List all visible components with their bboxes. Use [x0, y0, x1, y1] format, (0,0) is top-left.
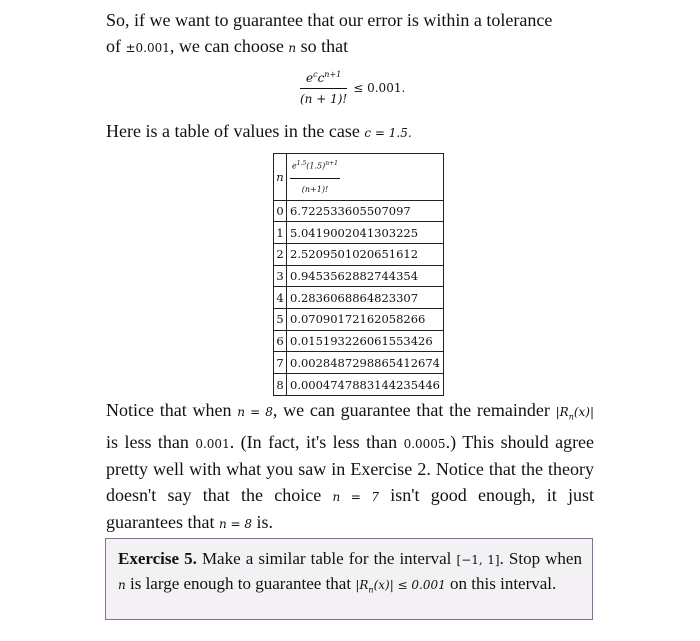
table-row: [274, 244, 444, 266]
table-row: [274, 222, 444, 244]
intro-text: So, if we want to guarantee that our error is within a tolerance: [106, 10, 553, 30]
table-row: [274, 265, 444, 287]
exercise-text: Exercise 5. Make a similar table for the interval [−1, 1]. Stop when n is large enough to guarantee that $|R_n(x)| \le 0.001$ on this interval.: [118, 549, 582, 595]
row-n: 4: [274, 287, 287, 309]
intro-so-that: so that: [300, 35, 349, 56]
row-n: 2: [274, 244, 287, 266]
row-value: 0.0004747883144235446: [287, 374, 444, 396]
notice-paragraph: Notice that when n = 8, we can guarantee that the remainder $|R_n(x)|$ is less than 0.001. (In fact, it's less than 0.0005.) This should agree pretty well with what you saw in Exercise 2. Notice that the theory doesn't say that the choice n = 7 isn't good enough, it just guarantees that n = 8 is.: [106, 400, 595, 533]
table-row: [274, 200, 444, 222]
intro-of: of: [106, 35, 121, 56]
tolerance-math: ±0.001: [125, 40, 170, 55]
case-math: c = 1.5.: [364, 126, 412, 140]
table-header-row: [274, 154, 444, 201]
row-value: 6.722533605507097: [287, 200, 444, 222]
n-math: n: [288, 40, 297, 55]
header-fraction: $\frac{e^{1.5}(1.5)^{n+1}}{(n+1)!}$: [292, 160, 338, 194]
table-intro: [106, 119, 594, 147]
exercise-box: [105, 538, 593, 620]
row-value: 0.015193226061553426: [287, 330, 444, 352]
row-n: 5: [274, 309, 287, 331]
header-expression: [287, 154, 444, 201]
equation-numerator: $e^cc^{n+1}$: [305, 70, 342, 85]
row-value: 5.0419002041303225: [287, 222, 444, 244]
row-n: 8: [274, 374, 287, 396]
equation-denominator: (n + 1)!: [300, 92, 348, 106]
equation-relation: ≤ 0.001.: [353, 81, 406, 95]
table-row: [274, 287, 444, 309]
row-value: 0.07090172162058266: [287, 309, 444, 331]
table-row: [274, 309, 444, 331]
equation-fraction: [300, 70, 347, 106]
table-row: [274, 374, 444, 396]
row-value: 2.5209501020651612: [287, 244, 444, 266]
table-row: [274, 352, 444, 374]
row-n: 7: [274, 352, 287, 374]
error-bound-equation: [300, 66, 405, 110]
table-intro-text: Here is a table of values in the case: [106, 121, 360, 141]
row-n: 6: [274, 330, 287, 352]
row-value: 0.9453562882744354: [287, 265, 444, 287]
row-n: 1: [274, 222, 287, 244]
row-value: 0.2836068864823307: [287, 287, 444, 309]
table-row: [274, 330, 444, 352]
intro-paragraph: [106, 8, 594, 61]
intro-choose: , we can choose: [169, 35, 284, 56]
row-n: 3: [274, 265, 287, 287]
row-value: 0.0028487298865412674: [287, 352, 444, 374]
row-n: 0: [274, 200, 287, 222]
values-table: [273, 153, 444, 396]
header-n: n: [274, 154, 287, 201]
exercise-label: Exercise 5.: [118, 549, 197, 568]
